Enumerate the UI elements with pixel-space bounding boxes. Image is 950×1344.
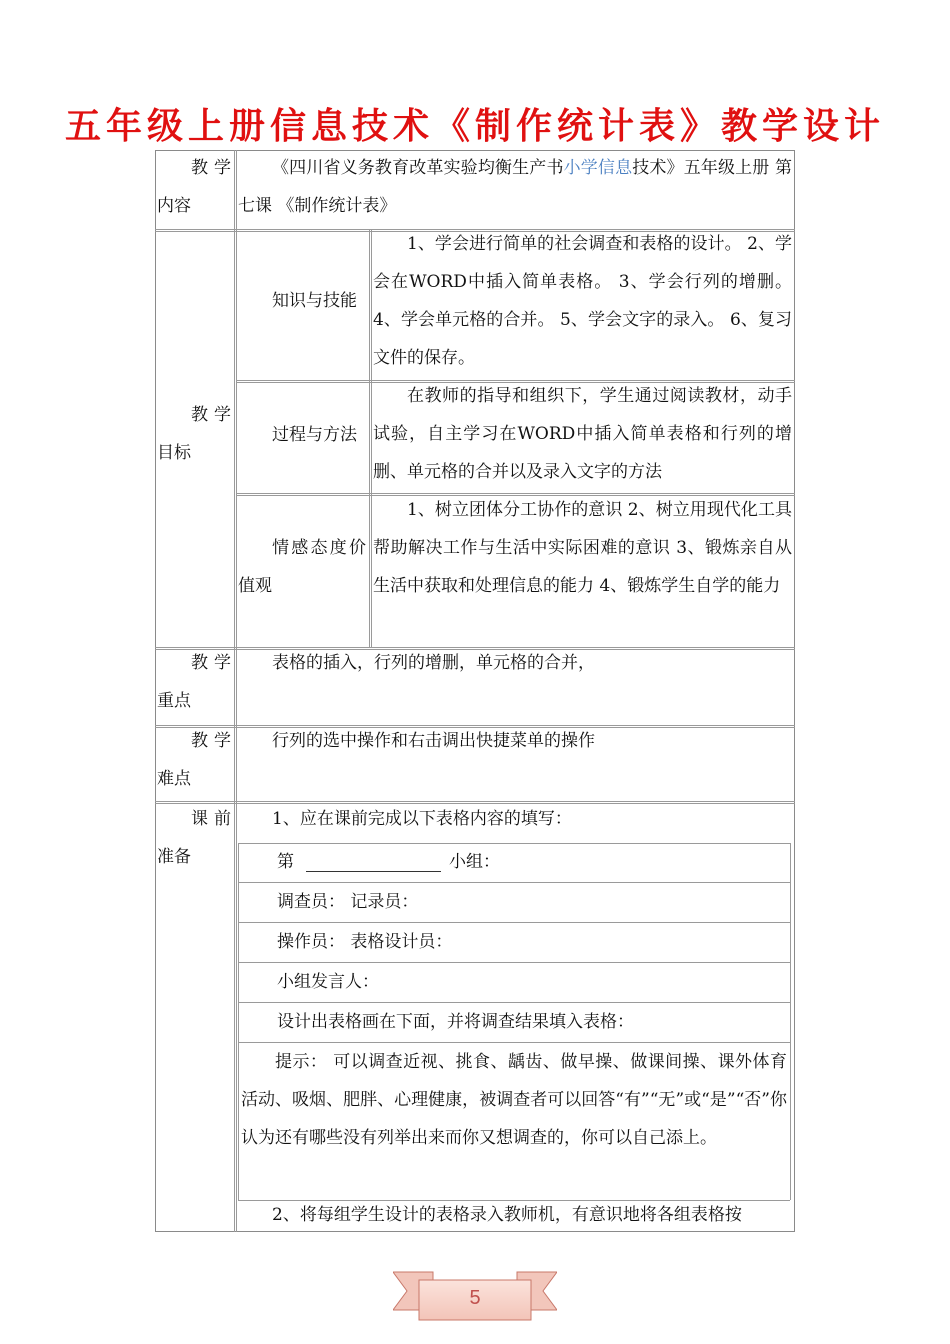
group-number-blank[interactable] — [306, 853, 441, 872]
subject-link[interactable]: 小学信息 — [563, 158, 633, 178]
knowledge-skills-label: 知识与技能 — [272, 291, 357, 311]
form-left-border — [238, 843, 239, 1200]
form-design-line: 设计出表格画在下面，并将调查结果填入表格： — [277, 1012, 634, 1032]
goals-label: 教学目标 — [157, 405, 231, 463]
page-number: 5 — [469, 1287, 481, 1309]
goal-sub-column-divider — [369, 229, 372, 647]
preparation-intro: 1、应在课前完成以下表格内容的填写： — [272, 809, 572, 829]
process-method-label: 过程与方法 — [272, 425, 357, 445]
keypoints-text: 表格的插入，行列的增删，单元格的合并， — [272, 653, 595, 673]
form-right-border — [790, 843, 791, 1200]
page-number-ribbon — [393, 1266, 557, 1330]
knowledge-skills-text: 1、学会进行简单的社会调查和表格的设计。 2、学会在WORD中插入简单表格。 3、学会行列的增删。 4、学会单元格的合并。 5、学会文字的录入。 6、复习文件的保存。 — [373, 234, 792, 368]
document-title: 五年级上册信息技术《制作统计表》教学设计 — [64, 106, 885, 147]
label-column-divider — [234, 150, 237, 1232]
form-spokesperson-line: 小组发言人： — [277, 972, 379, 992]
difficulties-label: 教学难点 — [157, 731, 231, 789]
content-label: 教学内容 — [157, 158, 231, 216]
keypoints-label: 教学重点 — [157, 653, 231, 711]
form-investigator-line: 调查员： 记录员： — [277, 892, 419, 912]
form-hint: 提示： 可以调查近视、挑食、龋齿、做早操、做课间操、课外体育活动、吸烟、肥胖、心理健康，被调查者可以回答“有”“无”或“是”“否”你认为还有哪些没有列举出来而你又想调查的，你可以自己添上。 — [241, 1052, 787, 1148]
attitude-values-label: 情感态度价值观 — [238, 538, 366, 596]
content-text: 《四川省义务教育改革实验均衡生产书小学信息技术》五年级上册 第七课 《制作统计表》 — [238, 158, 793, 216]
form-operator-line: 操作员： 表格设计员： — [277, 932, 453, 952]
process-method-text: 在教师的指导和组织下，学生通过阅读教材，动手试验，自主学习在WORD中插入简单表格和行列的增删、单元格的合并以及录入文字的方法 — [373, 386, 792, 482]
attitude-values-text: 1、树立团体分工协作的意识 2、树立用现代化工具帮助解决工作与生活中实际困难的意识 3、锻炼亲自从生活中获取和处理信息的能力 4、锻炼学生自学的能力 — [373, 500, 792, 596]
difficulties-text: 行列的选中操作和右击调出快捷菜单的操作 — [272, 731, 595, 751]
preparation-step2: 2、将每组学生设计的表格录入教师机，有意识地将各组表格按 — [272, 1205, 742, 1225]
preparation-label: 课前准备 — [157, 809, 231, 867]
form-group-line: 第 小组： — [277, 852, 500, 872]
